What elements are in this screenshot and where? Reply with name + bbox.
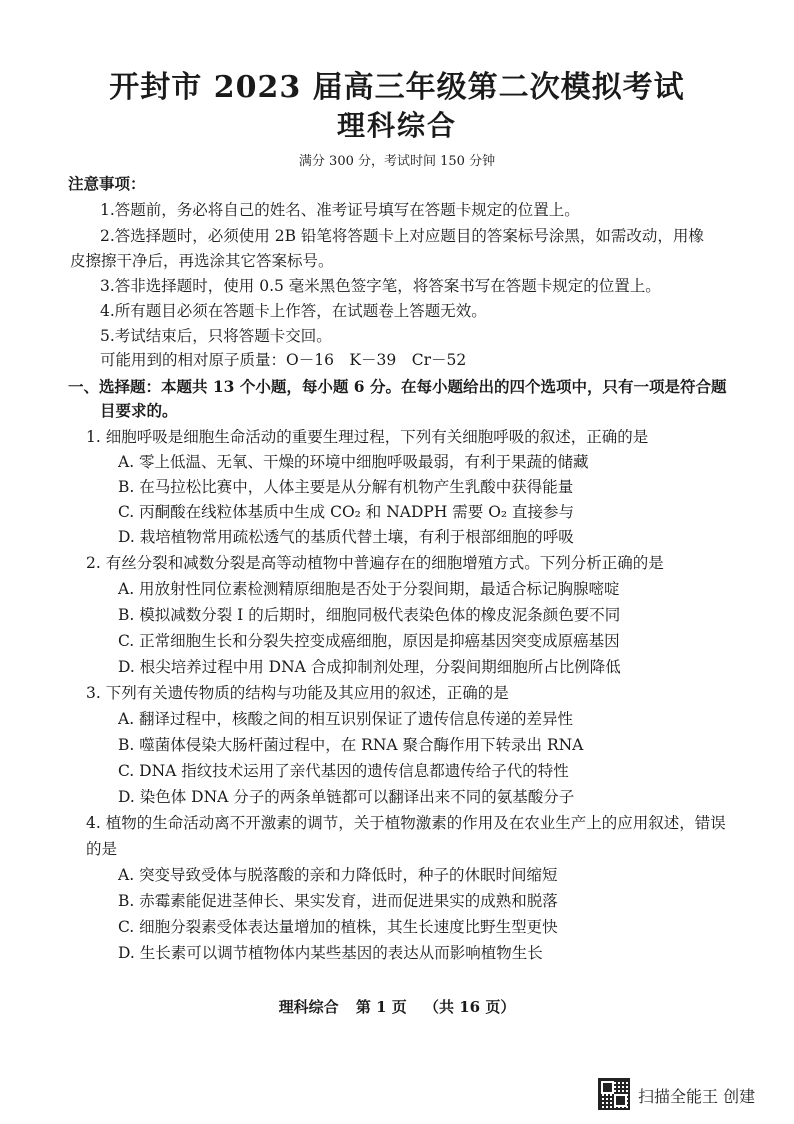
scanner-watermark	[598, 1074, 788, 1114]
section-heading: 一、选择题：本题共 13 个小题，每小题 6 分。在每小题给出的四个选项中，只有一项是符合题	[68, 377, 727, 396]
footer-total-pages: （共 16 页）	[424, 998, 516, 1016]
notice-item: 3.答非选择题时，使用 0.5 毫米黑色签字笔，将答案书写在答题卡规定的位置上。	[100, 277, 661, 295]
notice-item: 5.考试结束后，只将答题卡交回。	[100, 327, 332, 345]
footer-subject: 理科综合	[278, 998, 339, 1016]
question-option: A. 突变导致受体与脱落酸的亲和力降低时，种子的休眠时间缩短	[118, 866, 558, 884]
exam-subject-title: 理科综合	[336, 109, 457, 142]
question-option: A. 零上低温、无氧、干燥的环境中细胞呼吸最弱，有利于果蔬的储藏	[118, 453, 589, 471]
page-footer	[0, 996, 794, 1017]
question-stem: 3. 下列有关遗传物质的结构与功能及其应用的叙述，正确的是	[86, 684, 509, 702]
question-option: B. 在马拉松比赛中，人体主要是从分解有机物产生乳酸中获得能量	[118, 478, 574, 496]
notice-item: 1.答题前，务必将自己的姓名、准考证号填写在答题卡规定的位置上。	[100, 201, 580, 219]
question-option: C. 细胞分裂素受体表达量增加的植株，其生长速度比野生型更快	[118, 918, 558, 936]
question-option: D. 染色体 DNA 分子的两条单链都可以翻译出来不同的氨基酸分子	[118, 788, 575, 806]
question-stem: 1. 细胞呼吸是细胞生命活动的重要生理过程，下列有关细胞呼吸的叙述，正确的是	[86, 428, 649, 446]
qr-code-icon	[598, 1078, 630, 1110]
notice-item: 2.答选择题时，必须使用 2B 铅笔将答题卡上对应题目的答案标号涂黑，如需改动，用橡	[100, 227, 704, 245]
question-option: C. 正常细胞生长和分裂失控变成癌细胞，原因是抑癌基因突变成原癌基因	[118, 632, 620, 650]
question-option: A. 翻译过程中，核酸之间的相互识别保证了遗传信息传递的差异性	[118, 710, 574, 728]
question-option: D. 生长素可以调节植物体内某些基因的表达从而影响植物生长	[118, 944, 543, 962]
question-stem: 2. 有丝分裂和减数分裂是高等动植物中普遍存在的细胞增殖方式。下列分析正确的是	[86, 554, 664, 572]
question-option: B. 赤霉素能促进茎伸长、果实发育，进而促进果实的成熟和脱落	[118, 892, 558, 910]
notice-item: 4.所有题目必须在答题卡上作答，在试题卷上答题无效。	[100, 302, 487, 320]
notice-heading: 注意事项：	[68, 174, 146, 193]
question-option: D. 栽培植物常用疏松透气的基质代替土壤，有利于根部细胞的呼吸	[118, 528, 574, 546]
exam-info: 满分 300 分，考试时间 150 分钟	[298, 154, 496, 169]
question-stem-cont: 的是	[86, 840, 118, 858]
question-option: A. 用放射性同位素检测精原细胞是否处于分裂间期，最适合标记胸腺嘧啶	[118, 580, 620, 598]
exam-title: 开封市 2023 届高三年级第二次模拟考试	[109, 70, 685, 105]
question-option: B. 噬菌体侵染大肠杆菌过程中，在 RNA 聚合酶作用下转录出 RNA	[118, 736, 584, 754]
question-option: B. 模拟减数分裂 I 的后期时，细胞同极代表染色体的橡皮泥条颜色要不同	[118, 606, 621, 624]
section-heading-cont: 目要求的。	[100, 401, 178, 420]
notice-item: 皮擦擦干净后，再选涂其它答案标号。	[70, 252, 334, 270]
watermark-text: 扫描全能王 创建	[638, 1087, 756, 1106]
atomic-mass-note: 可能用到的相对原子质量：O－16 K－39 Cr－52	[100, 351, 467, 369]
question-option: C. 丙酮酸在线粒体基质中生成 CO₂ 和 NADPH 需要 O₂ 直接参与	[118, 503, 575, 521]
question-option: D. 根尖培养过程中用 DNA 合成抑制剂处理，分裂间期细胞所占比例降低	[118, 658, 621, 676]
question-option: C. DNA 指纹技术运用了亲代基因的遗传信息都遗传给子代的特性	[118, 762, 569, 780]
footer-page-number: 第 1 页	[355, 998, 407, 1016]
question-stem: 4. 植物的生命活动离不开激素的调节，关于植物激素的作用及在农业生产上的应用叙述，错误	[86, 814, 726, 832]
